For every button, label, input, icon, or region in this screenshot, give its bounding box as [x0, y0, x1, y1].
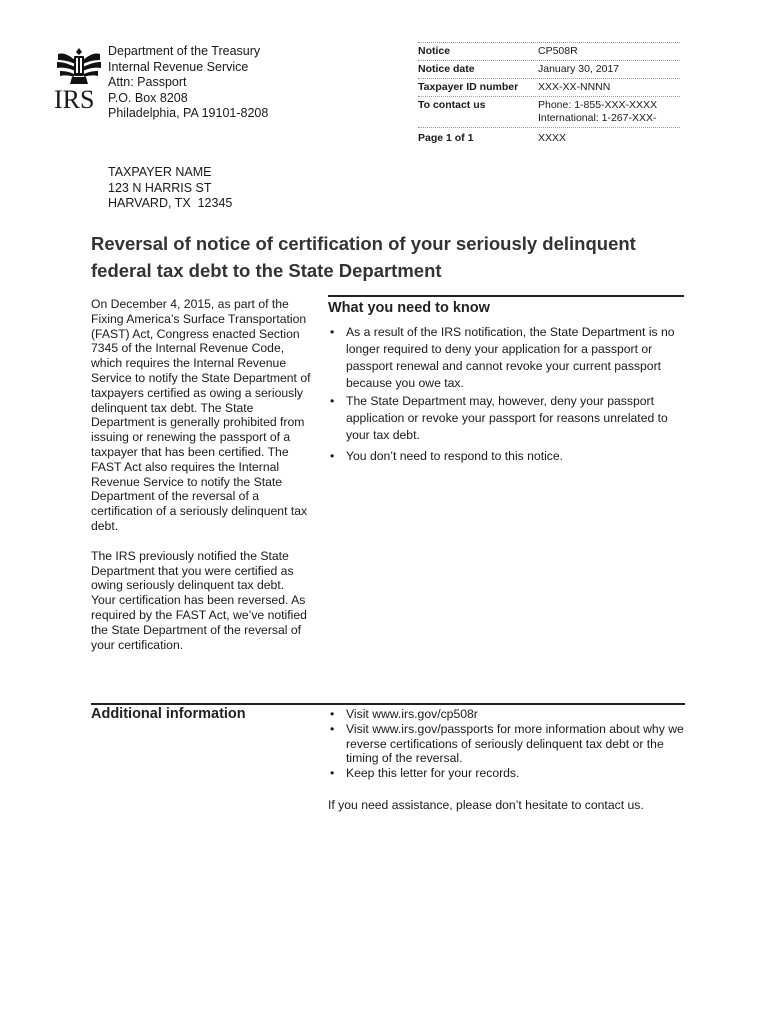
info-label: Taxpayer ID number: [418, 81, 519, 93]
additional-info-list: [328, 707, 684, 781]
body-paragraph: On December 4, 2015, as part of the Fixing America’s Surface Transportation (FAST) Act, Congress enacted Section 7345 of the Internal Revenue Code, which requires the Internal Revenue Service to notify the State Department of taxpayers certified as owing a seriously delinquent tax debt. The State Department is generally prohibited from issuing or renewing the passport of a taxpayer that has been certified. The FAST Act also requires the Internal Revenue Service to notify the State Department of the reversal of a certification of a seriously delinquent tax debt.: [91, 297, 311, 533]
sender-line: P.O. Box 8208: [108, 90, 188, 105]
irs-eagle-icon: [54, 46, 104, 86]
sender-line: Attn: Passport: [108, 75, 187, 89]
info-row-taxpayer-id: [418, 78, 680, 96]
info-value: XXX-XX-NNNN: [538, 81, 611, 93]
list-item: • You don’t need to respond to this notice.: [328, 448, 684, 465]
list-item: • Visit www.irs.gov/passports for more information about why we reverse certifications of seriously delinquent tax debt or the timing of the reversal.: [328, 722, 684, 766]
list-item: • Keep this letter for your records.: [328, 766, 684, 781]
sender-line: Internal Revenue Service: [108, 59, 249, 74]
info-row-contact: [418, 96, 680, 128]
bullet-list: [328, 324, 684, 465]
page-number: Page 1 of 1: [418, 132, 474, 144]
section-divider: [328, 295, 684, 297]
recipient-line: TAXPAYER NAME: [108, 165, 212, 179]
info-value: [538, 99, 680, 125]
info-label: Notice: [418, 45, 451, 57]
recipient-line: 123 N HARRIS ST: [108, 180, 212, 195]
info-label: Notice date: [418, 63, 475, 75]
sender-address: [108, 44, 268, 122]
info-label: To contact us: [418, 99, 486, 111]
irs-logo-text: IRS: [54, 85, 95, 114]
section-divider: [91, 703, 685, 705]
contact-phone: Phone: 1-855-XXX-XXXX: [538, 99, 658, 111]
left-column: [91, 297, 311, 667]
irs-logo: [54, 46, 106, 112]
info-row-notice-date: [418, 60, 680, 78]
notice-info-table: [418, 42, 680, 145]
sender-line: Department of the Treasury: [108, 44, 261, 58]
recipient-line: HARVARD, TX 12345: [108, 196, 233, 210]
sender-line: Philadelphia, PA 19101-8208: [108, 106, 269, 120]
additional-info-heading: Additional information: [91, 706, 246, 722]
list-item: • As a result of the IRS notification, the State Department is no longer required to deny your application for a passport or passport renewal and cannot revoke your current passport because you owe tax.: [328, 324, 684, 392]
section-heading: What you need to know: [328, 300, 490, 316]
notice-title: Reversal of notice of certification of your seriously delinquent federal tax debt to the State Department: [91, 233, 636, 281]
list-item: • The State Department may, however, deny your passport application or revoke your passport for reasons unrelated to your tax debt.: [328, 393, 684, 444]
contact-international-cont: XXXX: [538, 132, 567, 144]
info-row-notice: [418, 42, 680, 60]
closing-text: If you need assistance, please don’t hesitate to contact us.: [328, 798, 644, 812]
page-number-row: [418, 130, 680, 145]
contact-international: International: 1-267-XXX-: [538, 112, 657, 124]
recipient-address: [108, 165, 232, 212]
body-paragraph: The IRS previously notified the State Department that you were certified as owing seriously delinquent tax debt. Your certification has been reversed. As required by the FAST Act, we’ve notified the State Department of the reversal of your certification.: [91, 548, 307, 652]
list-item: • Visit www.irs.gov/cp508r: [328, 707, 684, 722]
info-value: CP508R: [538, 45, 578, 57]
what-you-need-section: [328, 295, 684, 466]
info-value: January 30, 2017: [538, 63, 620, 75]
